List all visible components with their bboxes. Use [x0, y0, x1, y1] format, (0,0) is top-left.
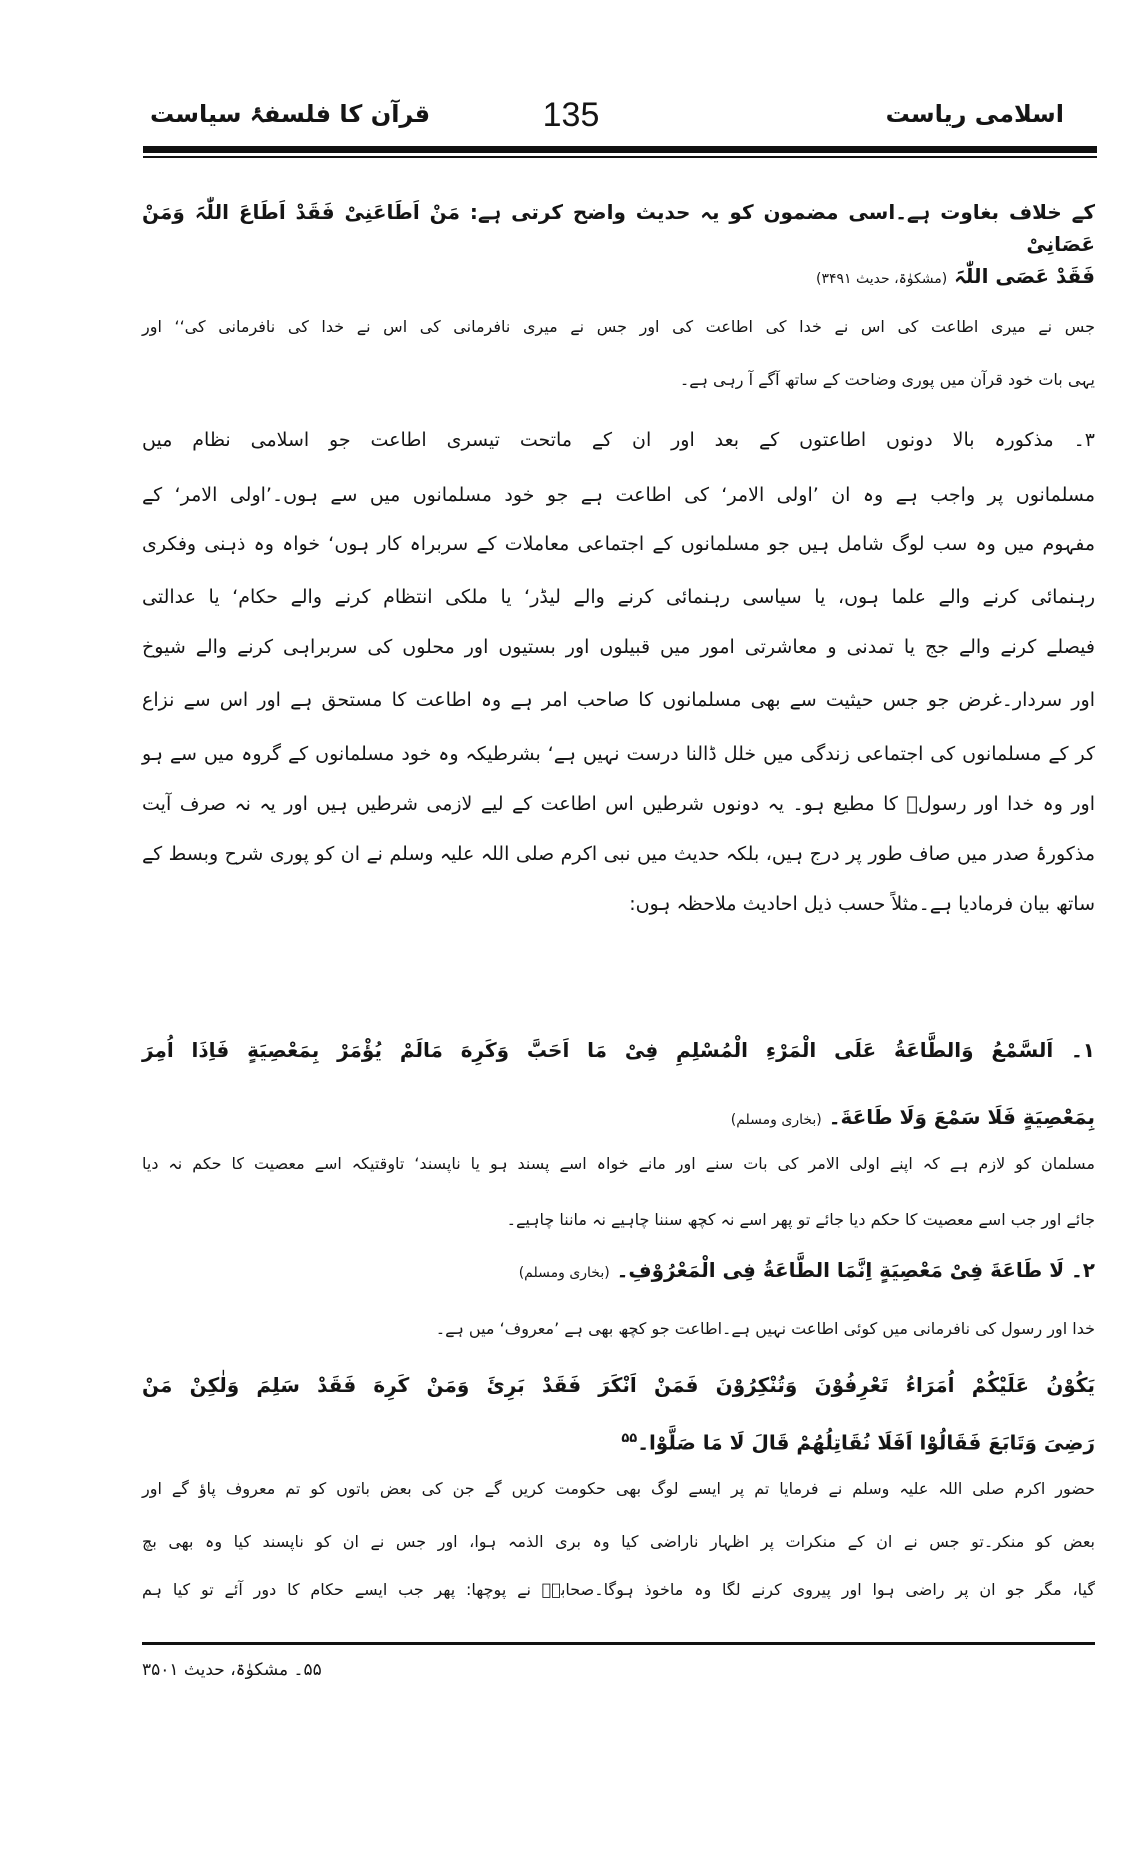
running-head-chapter-title: اسلامی ریاست: [885, 100, 1064, 128]
paragraph-line: ۳۔ مذکورہ بالا دونوں اطاعتوں کے بعد اور ان کے ماتحت تیسری اطاعت جو اسلامی نظام میں: [142, 429, 1095, 451]
footnote-area: [142, 1659, 1095, 1680]
translation-line: بعض کو منکر۔تو جس نے ان کے منکرات پر اظہار ناراضی کیا وہ بری الذمہ ہوا، اور جس نے ان کو ناپسند کیا وہ بھی بچ: [142, 1532, 1095, 1551]
paragraph-line: اور سردار۔غرض جو جس حیثیت سے بھی مسلمانوں کا صاحب امر ہے وہ اطاعت کا مستحق ہے اور اس سے نزاع: [142, 689, 1095, 711]
footnote-rule: [142, 1642, 1095, 1645]
translation-line: خدا اور رسول کی نافرمانی میں کوئی اطاعت نہیں ہے۔اطاعت جو کچھ بھی ہے ’معروف‘ میں ہے۔: [435, 1319, 1095, 1338]
paragraph-line: ساتھ بیان فرمادیا ہے۔مثلاً حسب ذیل احادیث ملاحظہ ہوں:: [629, 893, 1095, 915]
arabic-text: بِمَعْصِیَةٍ فَلَا سَمْعَ وَلَا طَاعَةَ۔: [828, 1105, 1095, 1129]
header-rule: [143, 146, 1097, 153]
citation: (بخاری ومسلم): [518, 1265, 610, 1281]
page-body: [142, 196, 1095, 1680]
translation-line: یہی بات خود قرآن میں پوری وضاحت کے ساتھ آگے آ رہی ہے۔: [679, 370, 1095, 389]
paragraph-line: فیصلے کرنے والے جج یا تمدنی و معاشرتی امور میں قبیلوں اور بستیوں اور محلوں کی سربراہی کرنے والے شیوخ: [142, 636, 1095, 658]
paragraph-line: مسلمانوں پر واجب ہے وہ ان ’اولی الامر‘ کی اطاعت ہے جو خود مسلمانوں میں سے ہوں۔’اولی الامر‘ کے: [142, 484, 1095, 506]
hadith-line: یَكُوْنُ عَلَیْكُمْ اُمَرَاءُ تَعْرِفُوْنَ وَتُنْكِرُوْنَ فَمَنْ اَنْكَرَ فَقَدْ بَرِئَ وَمَنْ كَرِهَ فَقَدْ سَلِمَ وَلٰكِنْ مَنْ: [142, 1373, 1095, 1397]
paragraph-line: مفہوم میں وہ سب لوگ شامل ہیں جو مسلمانوں کے اجتماعی معاملات کے سربراہ کار ہوں‘ خواہ وہ ذہنی وفکری: [142, 533, 1095, 555]
paragraph-line: مذکورۂ صدر میں صاف طور پر درج ہیں، بلکہ حدیث میں نبی اکرم صلی اللہ علیہ وسلم نے ان کو پوری شرح وبسط کے: [142, 843, 1095, 865]
hadith-line: [142, 1423, 1095, 1473]
header-rule-thin: [143, 156, 1097, 158]
citation: (بخاری ومسلم): [730, 1112, 822, 1128]
translation-line: گیا، مگر جو ان پر راضی ہوا اور پیروی کرنے لگا وہ ماخوذ ہوگا۔صحابہؓ نے پوچھا: پھر جب ایسے حکام کا دور آئے تو کیا ہم: [142, 1580, 1095, 1599]
footnote: ۵۵۔ مشکوٰۃ، حدیث ۳۵۰۱: [142, 1660, 322, 1680]
footnote-marker[interactable]: ۵۵: [621, 1431, 638, 1446]
hadith-line: [142, 1101, 1095, 1148]
running-head-book-title: قرآن کا فلسفۂ سیاست: [150, 100, 431, 128]
arabic-text: رَضِیَ وَتَابَعَ فَقَالُوْا اَفَلَا نُقَاتِلُهُمْ قَالَ لَا مَا صَلَّوْا۔: [637, 1430, 1095, 1455]
paragraph-line: رہنمائی کرنے والے علما ہوں، یا سیاسی رہنمائی کرنے والے لیڈر‘ یا ملکی انتظام کرنے والے حکام‘ یا عدالتی: [142, 586, 1095, 608]
paragraph-line: اور وہ خدا اور رسولؐ کا مطیع ہو۔ یہ دونوں شرطیں اس اطاعت کے لیے لازمی شرطیں ہیں اور یہ نہ صرف آیت: [142, 793, 1095, 815]
body-line: کے خلاف بغاوت ہے۔اسی مضمون کو یہ حدیث واضح کرتی ہے: مَنْ اَطَاعَنِیْ فَقَدْ اَطَاعَ اللّٰہَ وَمَنْ عَصَانِیْ: [142, 200, 1095, 256]
arabic-text: ۲۔ لَا طَاعَةَ فِیْ مَعْصِیَةٍ اِنَّمَا الطَّاعَةُ فِی الْمَعْرُوْفِ۔: [616, 1258, 1095, 1282]
citation: (مشکوٰۃ، حدیث ۳۴۹۱): [815, 271, 948, 287]
body-line: [142, 260, 1095, 311]
hadith-line: ۱۔ اَلسَّمْعُ وَالطَّاعَةُ عَلَی الْمَرْءِ الْمُسْلِمِ فِیْ مَا اَحَبَّ وَكَرِهَ مَالَمْ یُؤْمَرْ بِمَعْصِیَةٍ فَاِذَا اُمِرَ: [142, 1038, 1095, 1062]
translation-line: جس نے میری اطاعت کی اس نے خدا کی اطاعت کی اور جس نے میری نافرمانی کی اس نے خدا کی نافرمانی کی‘‘ اور: [142, 317, 1095, 336]
hadith-line: [142, 1254, 1095, 1313]
translation-line: حضور اکرم صلی اللہ علیہ وسلم نے فرمایا تم پر ایسے لوگ بھی حکومت کریں گے جن کی بعض باتوں کو تم معروف پاؤ گے اور: [142, 1479, 1095, 1498]
translation-line: جائے اور جب اسے معصیت کا حکم دیا جائے تو پھر اسے نہ کچھ سننا چاہیے نہ ماننا چاہیے۔: [506, 1210, 1095, 1229]
page-number: 135: [542, 96, 600, 134]
translation-line: مسلمان کو لازم ہے کہ اپنے اولی الامر کی بات سنے اور مانے خواہ اسے پسند ہو یا ناپسند‘ تاوقتیکہ اسے معصیت کا حکم نہ دیا: [142, 1154, 1095, 1173]
arabic-text: فَقَدْ عَصَی اللّٰہَ: [954, 264, 1095, 288]
paragraph-line: کر کے مسلمانوں کی اجتماعی زندگی میں خلل ڈالنا درست نہیں ہے‘ بشرطیکہ وہ خود مسلمانوں کے گروہ میں سے ہو: [142, 743, 1095, 765]
